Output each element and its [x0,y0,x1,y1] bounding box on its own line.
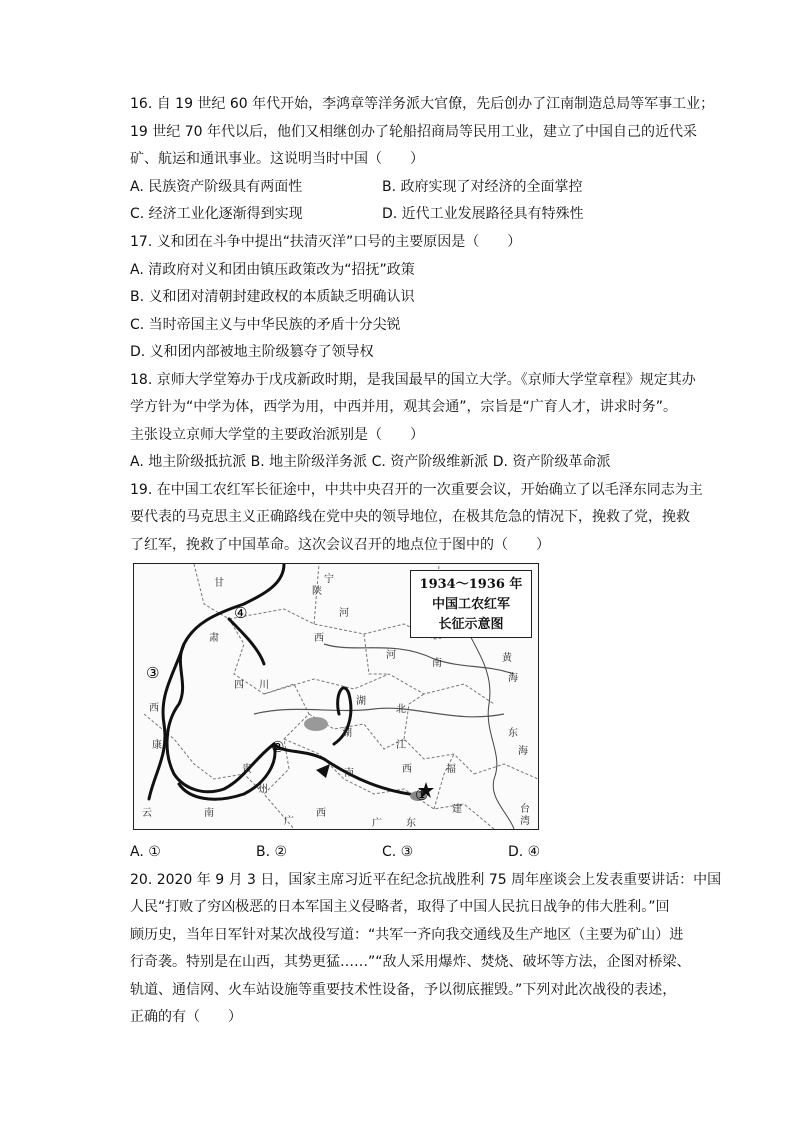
map-label: 西 [402,764,412,775]
map-label: 江 [396,740,406,751]
map-label: 南 [204,808,214,819]
q20-stem-line2: 人民“打败了穷凶极恶的日本军国主义侵略者，取得了中国人民抗日战争的伟大胜利。”回 [130,899,670,915]
map-label: 湖 [342,728,352,739]
q18-options: A. 地主阶级抵抗派 B. 地主阶级洋务派 C. 资产阶级维新派 D. 资产阶级革命派 [130,454,611,470]
map-label: 东 [508,728,518,739]
q16-stem-line1: 16. 自 19 世纪 60 年代开始，李鸿章等洋务派大官僚，先后创办了江南制造总局等军事工业； [130,96,715,112]
q16-option-d: D. 近代工业发展路径具有特殊性 [382,206,584,222]
q17-option-a: A. 清政府对义和团由镇压政策改为“招抚”政策 [130,262,415,278]
long-march-map [133,563,539,830]
map-label: 宁 [324,574,334,585]
map-label: 肃 [209,633,219,644]
map-label: 河 [339,608,349,619]
q19-stem-line1: 19. 在中国工农红军长征途中，中共中央召开的一次重要会议，开始确立了以毛泽东同志为主 [130,482,703,498]
q19-option-b: B. ② [256,844,288,860]
q19-option-d: D. ④ [508,844,541,860]
q18-stem-line2: 学方针为“中学为体，西学为用，中西并用，观其会通”，宗旨是“广育人才，讲求时务”。 [130,399,678,415]
map-label: 州 [258,784,268,795]
map-label: 建 [452,804,462,815]
map-label: 贵 [242,764,252,775]
q20-stem-line3: 顾历史，当年日军针对某次战役写道：“共军一齐向我交通线及生产地区（主要为矿山）进 [130,927,684,943]
q17-stem: 17. 义和团在斗争中提出“扶清灭洋”口号的主要原因是（ ） [130,234,522,250]
q19-stem-line3: 了红军，挽救了中国革命。这次会议召开的地点位于图中的（ ） [130,537,550,553]
map-legend-line3: 长征示意图 [438,617,504,632]
q19-option-a: A. ① [130,844,161,860]
q18-stem-line1: 18. 京师大学堂筹办于戊戌新政时期，是我国最早的国立大学。《京师大学堂章程》规定其办 [130,372,696,388]
q18-stem-line3: 主张设立京师大学堂的主要政治派别是（ ） [130,427,424,443]
map-legend-line2: 中国工农红军 [431,597,510,612]
q16-stem-line3: 矿、航运和通讯事业。这说明当时中国（ ） [130,151,424,167]
q20-stem-line4: 行奇袭。特别是在山西，其势更猛……”“敌人采用爆炸、焚烧、破坏等方法，企图对桥梁、 [130,954,691,970]
q20-stem-line1: 20. 2020 年 9 月 3 日，国家主席习近平在纪念抗战胜利 75 周年座谈会上发表重要讲话：中国 [130,872,722,888]
map-label: 四 [234,680,244,691]
map-label: 广 [284,816,294,827]
q19-stem-line2: 要代表的马克思主义正确路线在党中央的领导地位，在极其危急的情况下，挽救了党，挽救 [130,509,690,525]
q17-option-b: B. 义和团对清朝封建政权的本质缺乏明确认识 [130,289,415,305]
map-label: 湖 [356,696,366,707]
map-label: 南 [344,768,354,779]
q19-option-c: C. ③ [382,844,414,860]
map-label: 陕 [312,586,322,597]
map-label: 北 [396,704,406,715]
map-marker-1: ① [415,786,429,804]
q16-stem-line2: 19 世纪 70 年代以后，他们又相继创办了轮船招商局等民用工业，建立了中国自己的近代采 [130,124,697,140]
q20-stem-line5: 轨道、通信网、火车站设施等重要技术性设备，予以彻底摧毁。”下列对此次战役的表述， [130,982,677,998]
map-label: 黄 [502,653,512,664]
map-label: 福 [446,764,456,775]
q16-option-c: C. 经济工业化逐渐得到实现 [130,206,303,222]
q20-stem-line6: 正确的有（ ） [130,1009,242,1025]
map-label: 湾 [520,816,530,827]
map-label: 康 [152,740,162,751]
map-label: 河 [386,650,396,661]
q17-option-d: D. 义和团内部被地主阶级篡夺了领导权 [130,344,374,360]
map-label: 西 [316,808,326,819]
map-marker-2: ② [271,738,285,756]
map-label: 川 [259,680,269,691]
map-marker-4: ④ [234,604,248,622]
map-label: 海 [508,673,518,684]
map-legend-line1: 1934～1936 年 [419,577,523,592]
map-label: 云 [142,808,152,819]
map-label: 广 [372,818,382,829]
q16-option-a: A. 民族资产阶级具有两面性 [130,179,303,195]
map-legend [410,570,532,638]
map-marker-3: ③ [146,664,160,682]
map-label: 西 [149,703,159,714]
map-label: 西 [314,633,324,644]
q17-option-c: C. 当时帝国主义与中华民族的矛盾十分尖锐 [130,317,401,333]
map-label: 南 [432,658,442,669]
map-label: 海 [518,746,528,757]
map-label: 东 [406,818,416,829]
q16-option-b: B. 政府实现了对经济的全面掌控 [382,179,583,195]
map-label: 甘 [214,578,224,589]
map-label: 台 [520,804,530,815]
